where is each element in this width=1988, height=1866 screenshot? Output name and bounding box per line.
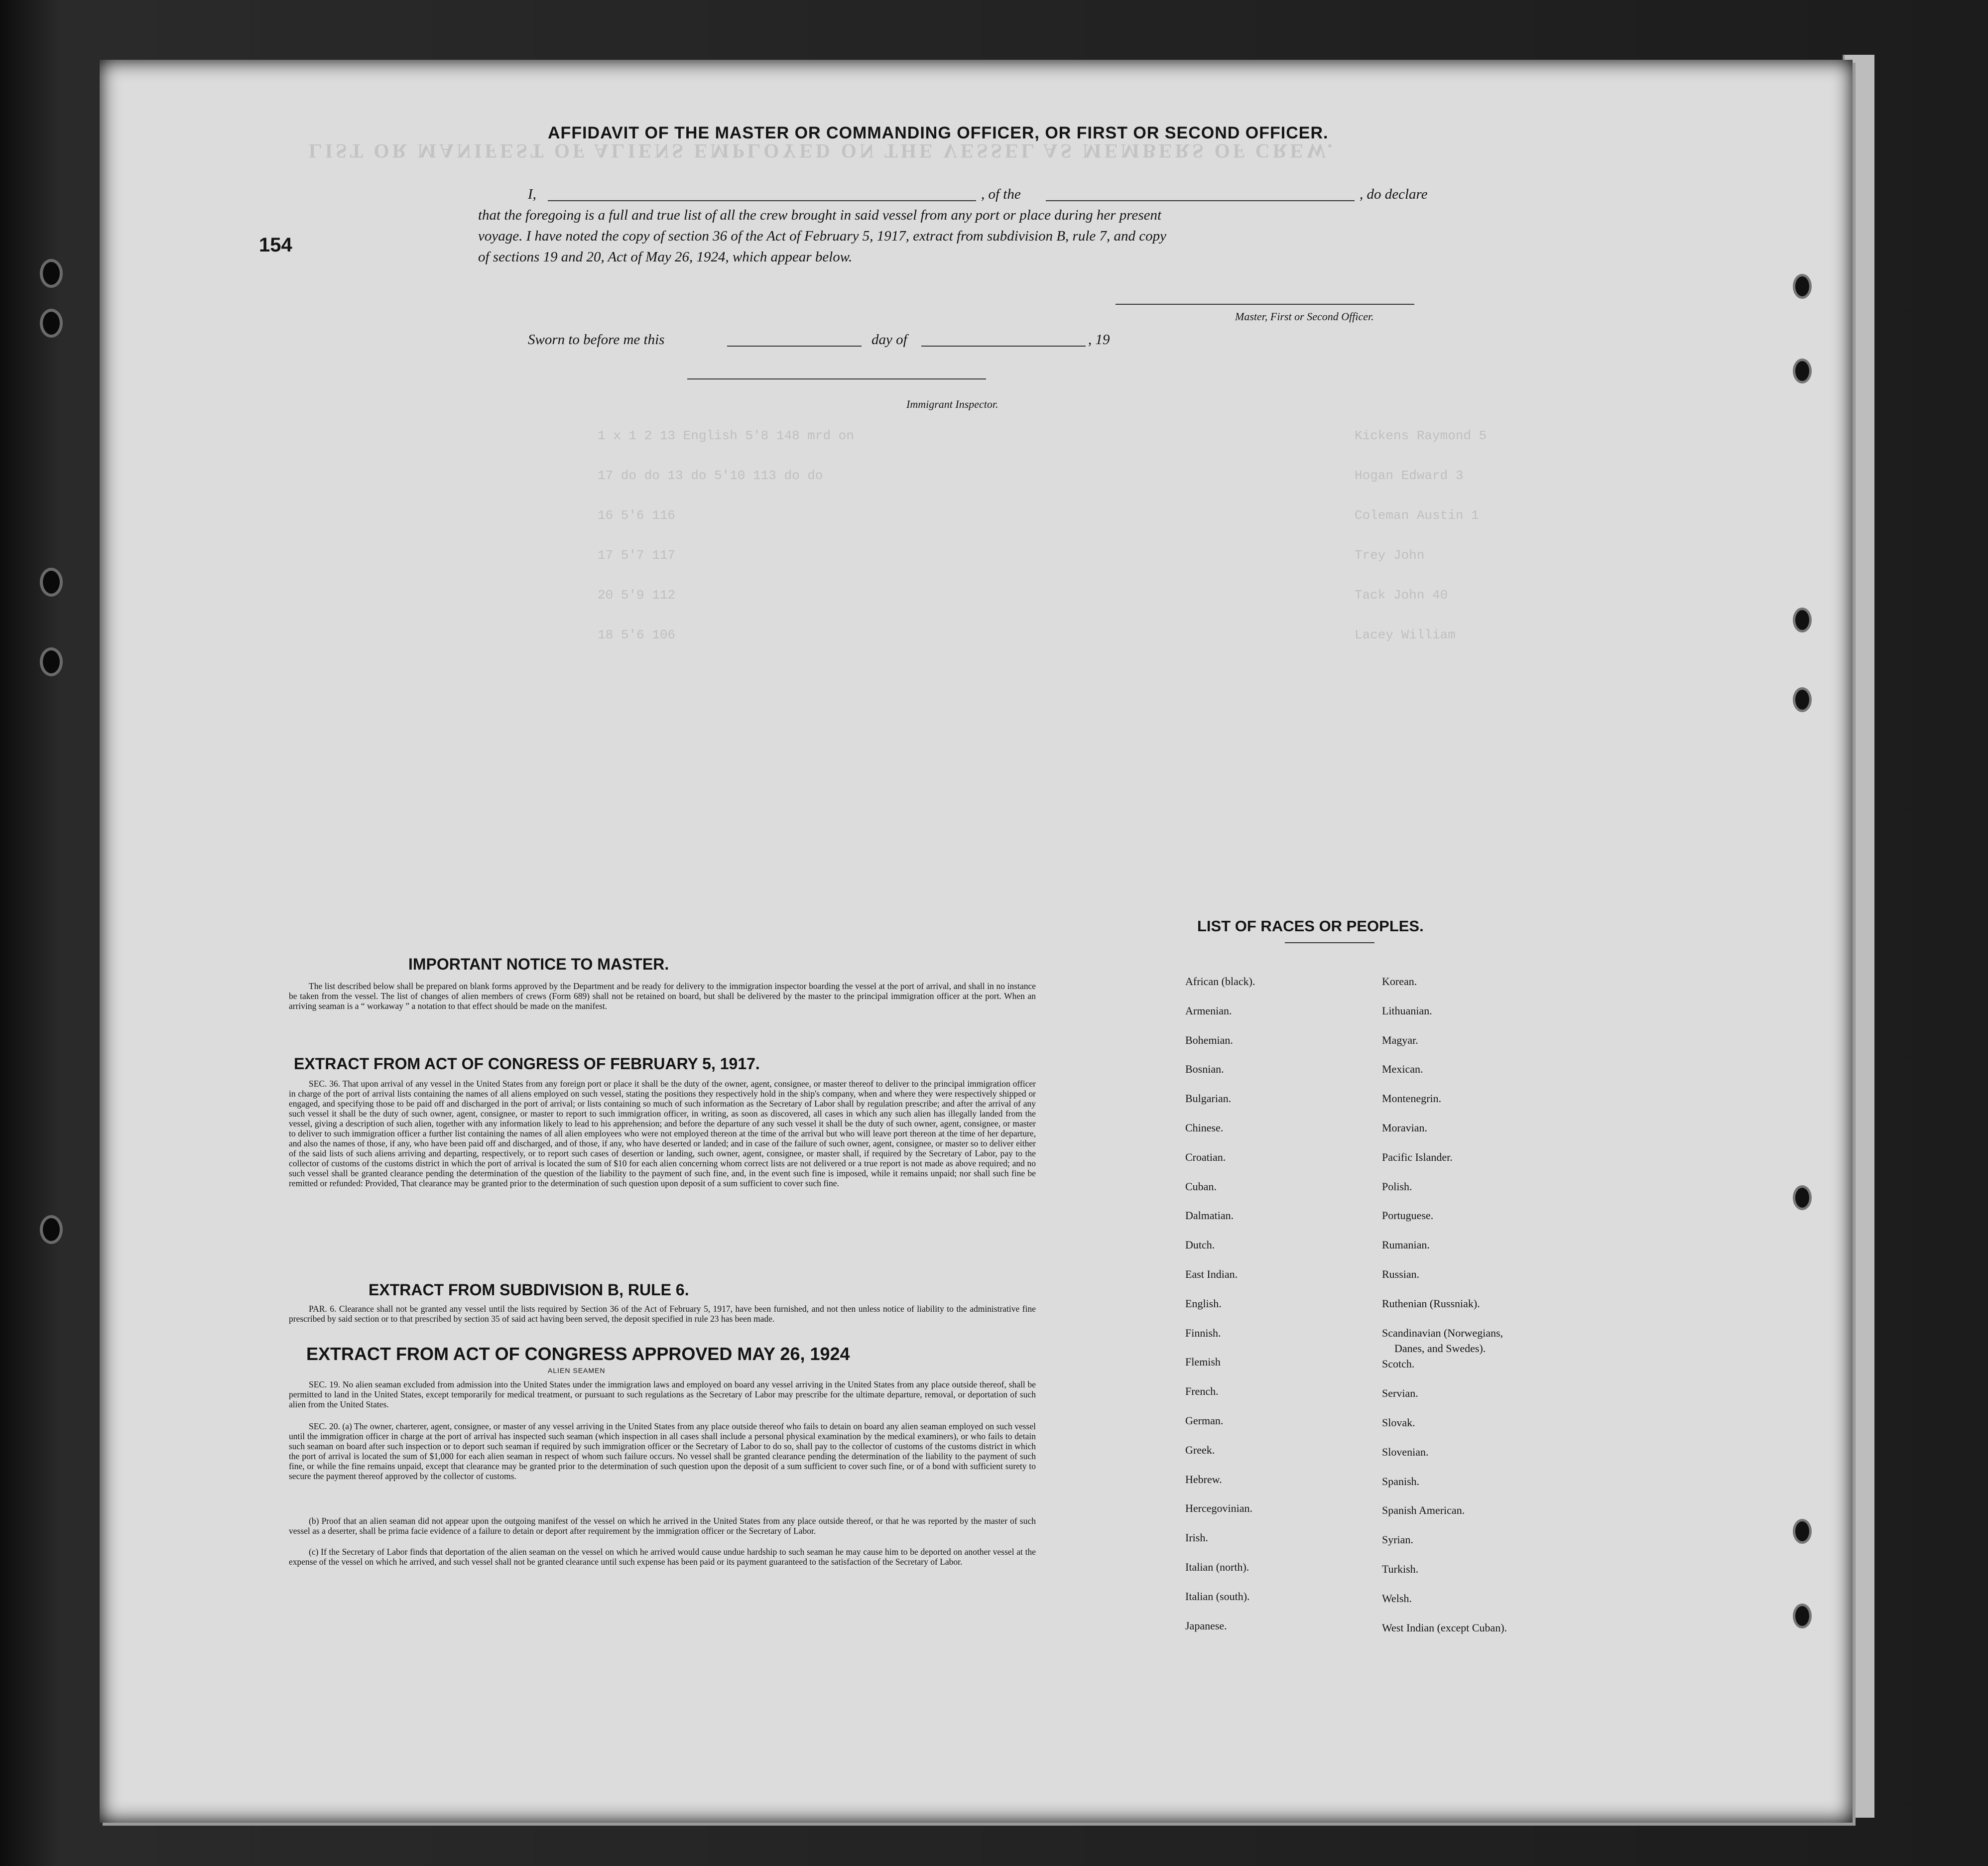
sworn-year: , 19 bbox=[1088, 332, 1110, 348]
race-item: Spanish American. bbox=[1382, 1504, 1465, 1517]
race-item: Portuguese. bbox=[1382, 1209, 1434, 1222]
race-item: Turkish. bbox=[1382, 1563, 1419, 1575]
race-item: Flemish bbox=[1185, 1356, 1221, 1368]
race-item: Hercegovinian. bbox=[1185, 1502, 1252, 1515]
race-item: Servian. bbox=[1382, 1387, 1418, 1400]
bleed-through-heading: LIST OR MANIFEST OF ALIENS EMPLOYED ON THE VESSEL AS MEMBERS OF CREW. bbox=[309, 140, 1336, 162]
race-item: Ruthenian (Russniak). bbox=[1382, 1297, 1480, 1310]
inspector-signature-line bbox=[687, 378, 986, 379]
race-item: Spanish. bbox=[1382, 1475, 1420, 1488]
bleed-through-row: Tack John 40 bbox=[1355, 588, 1448, 603]
bleed-through-row: 1 x 1 2 13 English 5'8 148 mrd on bbox=[598, 428, 854, 443]
binder-hole bbox=[40, 568, 63, 597]
margin-hole bbox=[1793, 1185, 1812, 1210]
affidavit-title: AFFIDAVIT OF THE MASTER OR COMMANDING OFFICER, OR FIRST OR SECOND OFFICER. bbox=[548, 124, 1329, 142]
sworn-month-blank bbox=[921, 346, 1086, 347]
race-scandinavian-continued: Danes, and Swedes). bbox=[1394, 1342, 1486, 1355]
race-item: Scandinavian (Norwegians, bbox=[1382, 1326, 1503, 1339]
margin-hole bbox=[1793, 274, 1812, 299]
bleed-through-row: Kickens Raymond 5 bbox=[1355, 428, 1487, 443]
race-item: West Indian (except Cuban). bbox=[1382, 1621, 1507, 1634]
affidavit-line3: voyage. I have noted the copy of section 36 of the Act of February 5, 1917, extract from subdivision B, rule 7, and copy bbox=[478, 228, 1167, 244]
extract-1924-sec19: SEC. 19. No alien seaman excluded from admission into the United States under the immigration laws and employed on board any vessel arriving in the United States from any place outside thereof, shall be permitted to land in the United States, except temporarily for medical treatment, or pursuant to such regulations as the Secretary of Labor may prescribe for the ultimate departure, removal, or deportation of such alien from the United States. bbox=[289, 1379, 1036, 1409]
vessel-blank bbox=[1046, 200, 1355, 201]
race-item: Greek. bbox=[1185, 1443, 1215, 1456]
race-item: Dalmatian. bbox=[1185, 1209, 1234, 1222]
extract-1917-body: SEC. 36. That upon arrival of any vessel in the United States from any foreign port or place it shall be the duty of the owner, agent, consignee, or master thereof to deliver to the principal immigration officer in charge of the port of arrival lists containing the names of all aliens employed on such vessel, stating the positions they respectively hold in the ship's company, when and where they were respectively shipped or engaged, and specifying those to be paid off and discharged in the port of arrival; or lists containing so much of such information as the Secretary of Labor shall by regulation prescribe; and after the arrival of any such vessel it shall be the duty of such owner, agent, consignee, or master to report to such immigration officer, in writing, as soon as discovered, all cases in which any such alien has illegally landed from the vessel, giving a description of such alien, together with any information likely to lead to his apprehension; and before the departure of any such vessel it shall be the duty of such owner, agent, consignee, or master to deliver to such immigration officer a further list containing the names of all alien employees who were not employed thereon at the time of the arrival but who will leave port thereon at the time of her departure, and also the names of those, if any, who have been paid off and discharged, and of those, if any, who have deserted or landed; and in case of the failure of such owner, agent, consignee, or master so to deliver either of the said lists of such aliens arriving and departing, respectively, or to report such cases of desertion or landing, such owner, agent, consignee, or master shall, if required by the Secretary of Labor, pay to the collector of customs of the customs district in which the port of arrival is located the sum of $10 for each alien concerning whom correct lists are not delivered or a true report is not made as above required; and no such vessel shall be granted clearance pending the determination of the question of the liability to the payment of such fine, and, in the event such fine is imposed, while it remains unpaid; nor shall such fine be remitted or refunded: Provided, That clearance may be granted prior to the determination of such question upon deposit of a sum sufficient to cover such fine. bbox=[289, 1079, 1036, 1188]
race-item: Bosnian. bbox=[1185, 1063, 1224, 1076]
race-item: Pacific Islander. bbox=[1382, 1150, 1453, 1163]
race-item: Montenegrin. bbox=[1382, 1092, 1442, 1105]
extract-1924-sec20b: (b) Proof that an alien seaman did not appear upon the outgoing manifest of the vessel on which he arrived in the United States from any place outside thereof, or that he was reported by the master of such vessel as a deserter, shall be prima facie evidence of a failure to detain or deport after requirement by the immigration officer or the Secretary of Labor. bbox=[289, 1516, 1036, 1536]
race-item: Slovenian. bbox=[1382, 1445, 1429, 1458]
race-item: Irish. bbox=[1185, 1531, 1208, 1544]
name-blank bbox=[548, 200, 976, 201]
race-item: Italian (north). bbox=[1185, 1561, 1249, 1573]
race-item: Dutch. bbox=[1185, 1239, 1215, 1251]
margin-hole bbox=[1793, 1604, 1812, 1628]
inspector-label: Immigrant Inspector. bbox=[906, 398, 998, 410]
race-item: English. bbox=[1185, 1297, 1222, 1310]
race-item: Rumanian. bbox=[1382, 1239, 1430, 1251]
race-item: Polish. bbox=[1382, 1180, 1412, 1193]
race-item: Armenian. bbox=[1185, 1004, 1232, 1017]
race-item: Croatian. bbox=[1185, 1150, 1226, 1163]
affidavit-line1-of: , of the bbox=[981, 186, 1021, 202]
race-item: Bulgarian. bbox=[1185, 1092, 1232, 1105]
race-item: French. bbox=[1185, 1385, 1219, 1398]
race-item: German. bbox=[1185, 1414, 1224, 1427]
race-item: Mexican. bbox=[1382, 1063, 1423, 1076]
race-item: Lithuanian. bbox=[1382, 1004, 1432, 1017]
bleed-through-row: 17 do do 13 do 5'10 113 do do bbox=[598, 468, 823, 483]
races-title: LIST OF RACES OR PEOPLES. bbox=[1197, 917, 1424, 935]
signature-line bbox=[1116, 304, 1414, 305]
race-item: Scotch. bbox=[1382, 1358, 1415, 1370]
notice-body: The list described below shall be prepared on blank forms approved by the Department and be ready for delivery to the immigration inspector boarding the vessel at the port of arrival, and shall in no instance be taken from the vessel. The list of changes of alien members of crews (Form 689) shall not be retained on board, but shall be delivered by the master to the principal immigration officer at the port. When an arriving seaman is a “ workaway ” a notation to that effect should be made on the manifest. bbox=[289, 981, 1036, 1011]
extract-1924-subtitle: ALIEN SEAMEN bbox=[548, 1367, 606, 1374]
race-item: Slovak. bbox=[1382, 1416, 1415, 1429]
extract-rule6-title: EXTRACT FROM SUBDIVISION B, RULE 6. bbox=[369, 1281, 689, 1299]
races-title-rule bbox=[1285, 942, 1374, 943]
binder-hole bbox=[40, 1215, 63, 1244]
race-item: Chinese. bbox=[1185, 1121, 1224, 1134]
notice-title: IMPORTANT NOTICE TO MASTER. bbox=[408, 955, 669, 973]
race-item: Russian. bbox=[1382, 1268, 1420, 1280]
extract-1917-title: EXTRACT FROM ACT OF CONGRESS OF FEBRUARY 5, 1917. bbox=[294, 1055, 760, 1073]
bleed-through-row: 16 5'6 116 bbox=[598, 508, 676, 523]
margin-hole bbox=[1793, 359, 1812, 383]
binder-hole bbox=[40, 259, 63, 288]
race-item: Hebrew. bbox=[1185, 1473, 1222, 1486]
bleed-through-row: 18 5'6 106 bbox=[598, 627, 676, 642]
race-item: Japanese. bbox=[1185, 1619, 1227, 1632]
race-item: Korean. bbox=[1382, 975, 1417, 988]
race-item: Bohemian. bbox=[1185, 1033, 1233, 1046]
race-item: Cuban. bbox=[1185, 1180, 1217, 1193]
affidavit-line2: that the foregoing is a full and true list of all the crew brought in said vessel from any port or place during her present bbox=[478, 207, 1162, 223]
margin-hole bbox=[1793, 1519, 1812, 1544]
bleed-through-row: Hogan Edward 3 bbox=[1355, 468, 1464, 483]
bleed-through-row: Trey John bbox=[1355, 548, 1425, 563]
extract-rule6-body: PAR. 6. Clearance shall not be granted any vessel until the lists required by Section 36 of the Act of February 5, 1917, have been furnished, and not then unless notice of liability to the administrative fine prescribed by said section or to that prescribed by section 35 of said act having been served, the deposit specified in rule 23 has been made. bbox=[289, 1304, 1036, 1324]
race-item: East Indian. bbox=[1185, 1268, 1238, 1280]
binder-hole bbox=[40, 309, 63, 338]
document-page bbox=[100, 60, 1853, 1823]
race-item: African (black). bbox=[1185, 975, 1255, 988]
extract-1924-sec20c: (c) If the Secretary of Labor finds that deportation of the alien seaman on the vessel on which he arrived would cause undue hardship to such seaman he may cause him to be deported on another vessel at the expense of the vessel on which he arrived, and such vessel shall not be granted clearance until such expense has been paid or its payment guaranteed to the satisfaction of the Secretary of Labor. bbox=[289, 1547, 1036, 1567]
bleed-through-row: 17 5'7 117 bbox=[598, 548, 676, 563]
bleed-through-row: Lacey William bbox=[1355, 627, 1456, 642]
sworn-text: Sworn to before me this bbox=[528, 332, 665, 348]
margin-hole bbox=[1793, 608, 1812, 632]
affidavit-line1-i: I, bbox=[528, 186, 536, 202]
affidavit-line1-declare: , do declare bbox=[1360, 186, 1428, 202]
signature-label: Master, First or Second Officer. bbox=[1235, 310, 1374, 323]
sworn-date-blank bbox=[727, 346, 862, 347]
race-item: Welsh. bbox=[1382, 1592, 1412, 1605]
race-item: Syrian. bbox=[1382, 1533, 1413, 1546]
race-item: Finnish. bbox=[1185, 1326, 1221, 1339]
extract-1924-sec20a: SEC. 20. (a) The owner, charterer, agent, consignee, or master of any vessel arriving in the United States from any place outside thereof who fails to detain on board any alien seaman employed on such vessel until the immigration officer in charge at the port of arrival has inspected such seaman (which inspection in all cases shall include a personal physical examination by the medical examiners), or who fails to detain such seaman on board after such inspection or to deport such seaman if required by such immigration officer or the Secretary of Labor to do so, shall pay to the collector of customs of the customs district in which the port of arrival is located the sum of $1,000 for each alien seaman in respect of whom such failure occurs. No vessel shall be granted clearance pending the determination of the liability to the payment of such fine, or while the fine remains unpaid, except that clearance may be granted prior to the determination of such question upon the deposit of a sum sufficient to cover such fine, or of a bond with sufficient surety to secure the payment thereof approved by the collector of customs. bbox=[289, 1421, 1036, 1481]
race-item: Moravian. bbox=[1382, 1121, 1428, 1134]
sworn-day: day of bbox=[871, 332, 907, 348]
margin-hole bbox=[1793, 687, 1812, 712]
stamp-number: 154 bbox=[259, 234, 292, 256]
affidavit-line4: of sections 19 and 20, Act of May 26, 1924, which appear below. bbox=[478, 249, 853, 265]
binder-hole bbox=[40, 647, 63, 676]
bleed-through-row: Coleman Austin 1 bbox=[1355, 508, 1479, 523]
bleed-through-row: 20 5'9 112 bbox=[598, 588, 676, 603]
race-item: Italian (south). bbox=[1185, 1590, 1250, 1603]
extract-1924-title: EXTRACT FROM ACT OF CONGRESS APPROVED MAY 26, 1924 bbox=[306, 1344, 850, 1364]
race-item: Magyar. bbox=[1382, 1033, 1418, 1046]
